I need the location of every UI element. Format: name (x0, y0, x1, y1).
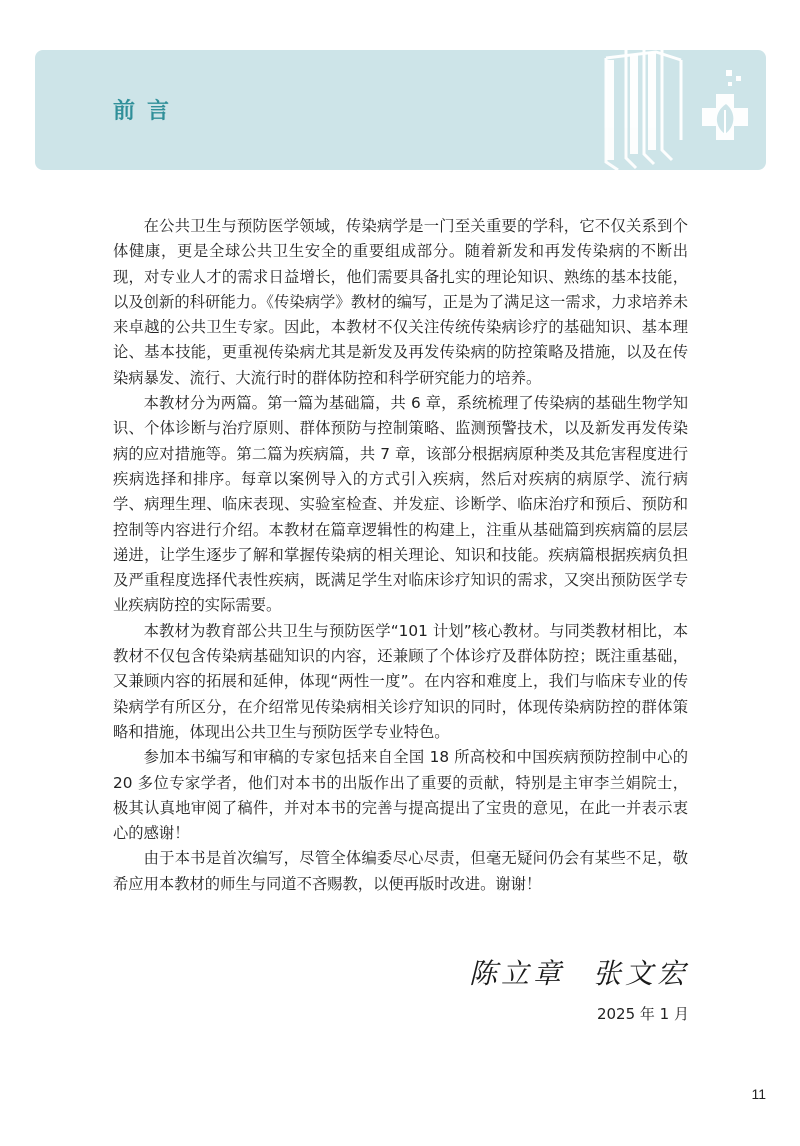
page-title: 前言 (113, 99, 182, 124)
author-1-signature: 陈立章 (468, 957, 565, 990)
author-signature (469, 952, 689, 992)
header-banner (35, 50, 766, 170)
books-cross-leaf-logo-icon (586, 50, 766, 170)
page-number: 11 (751, 1086, 766, 1102)
preface-date: 2025 年 1 月 (596, 1005, 689, 1023)
paragraph-5: 由于本书是首次编写，尽管全体编委尽心尽责，但毫无疑问仍会有某些不足，敬希应用本教材的师生与同道不吝赐教，以便再版时改进。谢谢！ (113, 849, 688, 893)
paragraph-3: 本教材为教育部公共卫生与预防医学“101 计划”核心教材。与同类教材相比，本教材不仅包含传染病基础知识的内容，还兼顾了个体诊疗及群体防控；既注重基础，又兼顾内容的拓展和延伸，体现“两性一度”。在内容和难度上，我们与临床专业的传染病学有所区分，在介绍常见传染病相关诊疗知识的同时，体现传染病防控的群体策略和措施，体现出公共卫生与预防医学专业特色。 (113, 621, 688, 741)
author-2-signature: 张文宏 (592, 957, 689, 990)
paragraph-1: 在公共卫生与预防医学领域，传染病学是一门至关重要的学科，它不仅关系到个体健康，更是全球公共卫生安全的重要组成部分。随着新发和再发传染病的不断出现，对专业人才的需求日益增长，他们需要具备扎实的理论知识、熟练的基本技能，以及创新的科研能力。《传染病学》教材的编写，正是为了满足这一需求，力求培养未来卓越的公共卫生专家。因此，本教材不仅关注传统传染病诊疗的基础知识、基本理论、基本技能，更重视传染病尤其是新发及再发传染病的防控策略及措施，以及在传染病暴发、流行、大流行时的群体防控和科学研究能力的培养。 (113, 217, 688, 387)
paragraph-4: 参加本书编写和审稿的专家包括来自全国 18 所高校和中国疾病预防控制中心的 20 多位专家学者，他们对本书的出版作出了重要的贡献，特别是主审李兰娟院士，极其认真地审阅了稿件，并对本书的完善与提高提出了宝贵的意见，在此一并表示衷心的感谢！ (113, 748, 688, 843)
paragraph-2: 本教材分为两篇。第一篇为基础篇，共 6 章，系统梳理了传染病的基础生物学知识、个体诊断与治疗原则、群体预防与控制策略、监测预警技术，以及新发再发传染病的应对措施等。第二篇为疾病篇，共 7 章，该部分根据病原种类及其危害程度进行疾病选择和排序。每章以案例导入的方式引入疾病，然后对疾病的病原学、流行病学、病理生理、临床表现、实验室检查、并发症、诊断学、临床治疗和预后、预防和控制等内容进行介绍。本教材在篇章逻辑性的构建上，注重从基础篇到疾病篇的层层递进，让学生逐步了解和掌握传染病的相关理论、知识和技能。疾病篇根据疾病负担及严重程度选择代表性疾病，既满足学生对临床诊疗知识的需求，又突出预防医学专业疾病防控的实际需要。 (113, 394, 688, 615)
preface-body (113, 214, 688, 897)
